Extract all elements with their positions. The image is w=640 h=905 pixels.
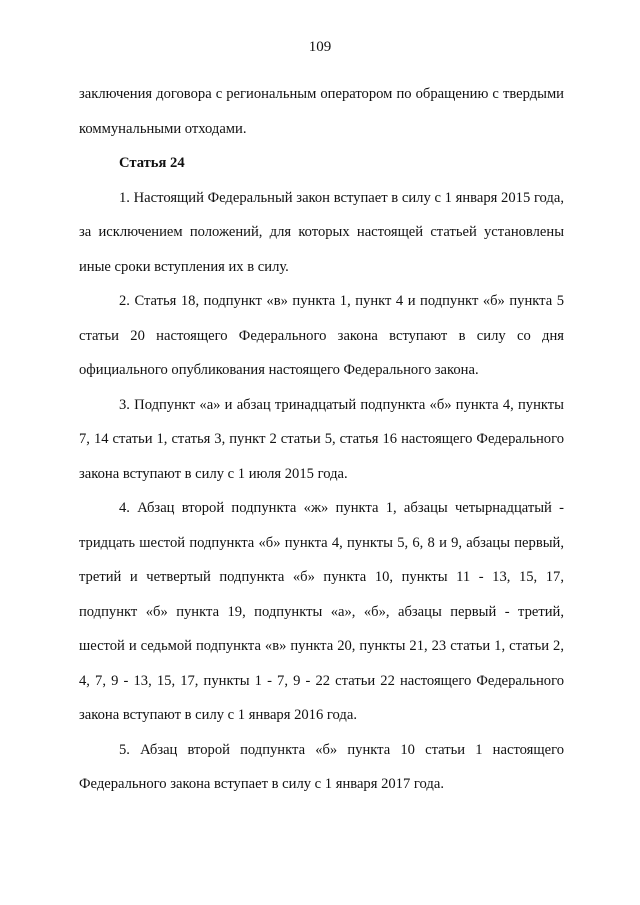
paragraph-5: 5. Абзац второй подпункта «б» пункта 10 статьи 1 настоящего Федерального закона вступает в силу с 1 января 2017 года. — [79, 741, 564, 792]
paragraph-2: 2. Статья 18, подпункт «в» пункта 1, пункт 4 и подпункт «б» пункта 5 статьи 20 настоящего Федерального закона вступают в силу со дня официального опубликования настоящего Федерального закона. — [79, 293, 564, 378]
document-body — [79, 77, 564, 802]
paragraph-4: 4. Абзац второй подпункта «ж» пункта 1, абзацы четырнадцатый - тридцать шестой подпункта «б» пункта 4, пункты 5, 6, 8 и 9, абзацы первый, третий и четвертый подпункта «б» пункта 10, пункты 11 - 13, 15, 17, подпункт «б» пункта 19, подпункты «а», «б», абзацы первый - третий, шестой и седьмой подпункта «в» пункта 20, пункты 21, 23 статьи 1, статьи 2, 4, 7, 9 - 13, 15, 17, пункты 1 - 7, 9 - 22 статьи 22 настоящего Федерального закона вступают в силу с 1 января 2016 года. — [79, 500, 564, 723]
article-heading: Статья 24 — [119, 155, 185, 171]
page-number: 109 — [308, 39, 332, 55]
paragraph-3: 3. Подпункт «а» и абзац тринадцатый подпункта «б» пункта 4, пункты 7, 14 статьи 1, статья 3, пункт 2 статьи 5, статья 16 настоящего Федерального закона вступают в силу с 1 июля 2015 года. — [79, 396, 564, 482]
paragraph-1: 1. Настоящий Федеральный закон вступает в силу с 1 января 2015 года, за исключением положений, для которых настоящей статьей установлены иные сроки вступления их в силу. — [79, 189, 564, 275]
intro-paragraph: заключения договора с региональным оператором по обращению с твердыми коммунальными отходами. — [79, 86, 564, 137]
